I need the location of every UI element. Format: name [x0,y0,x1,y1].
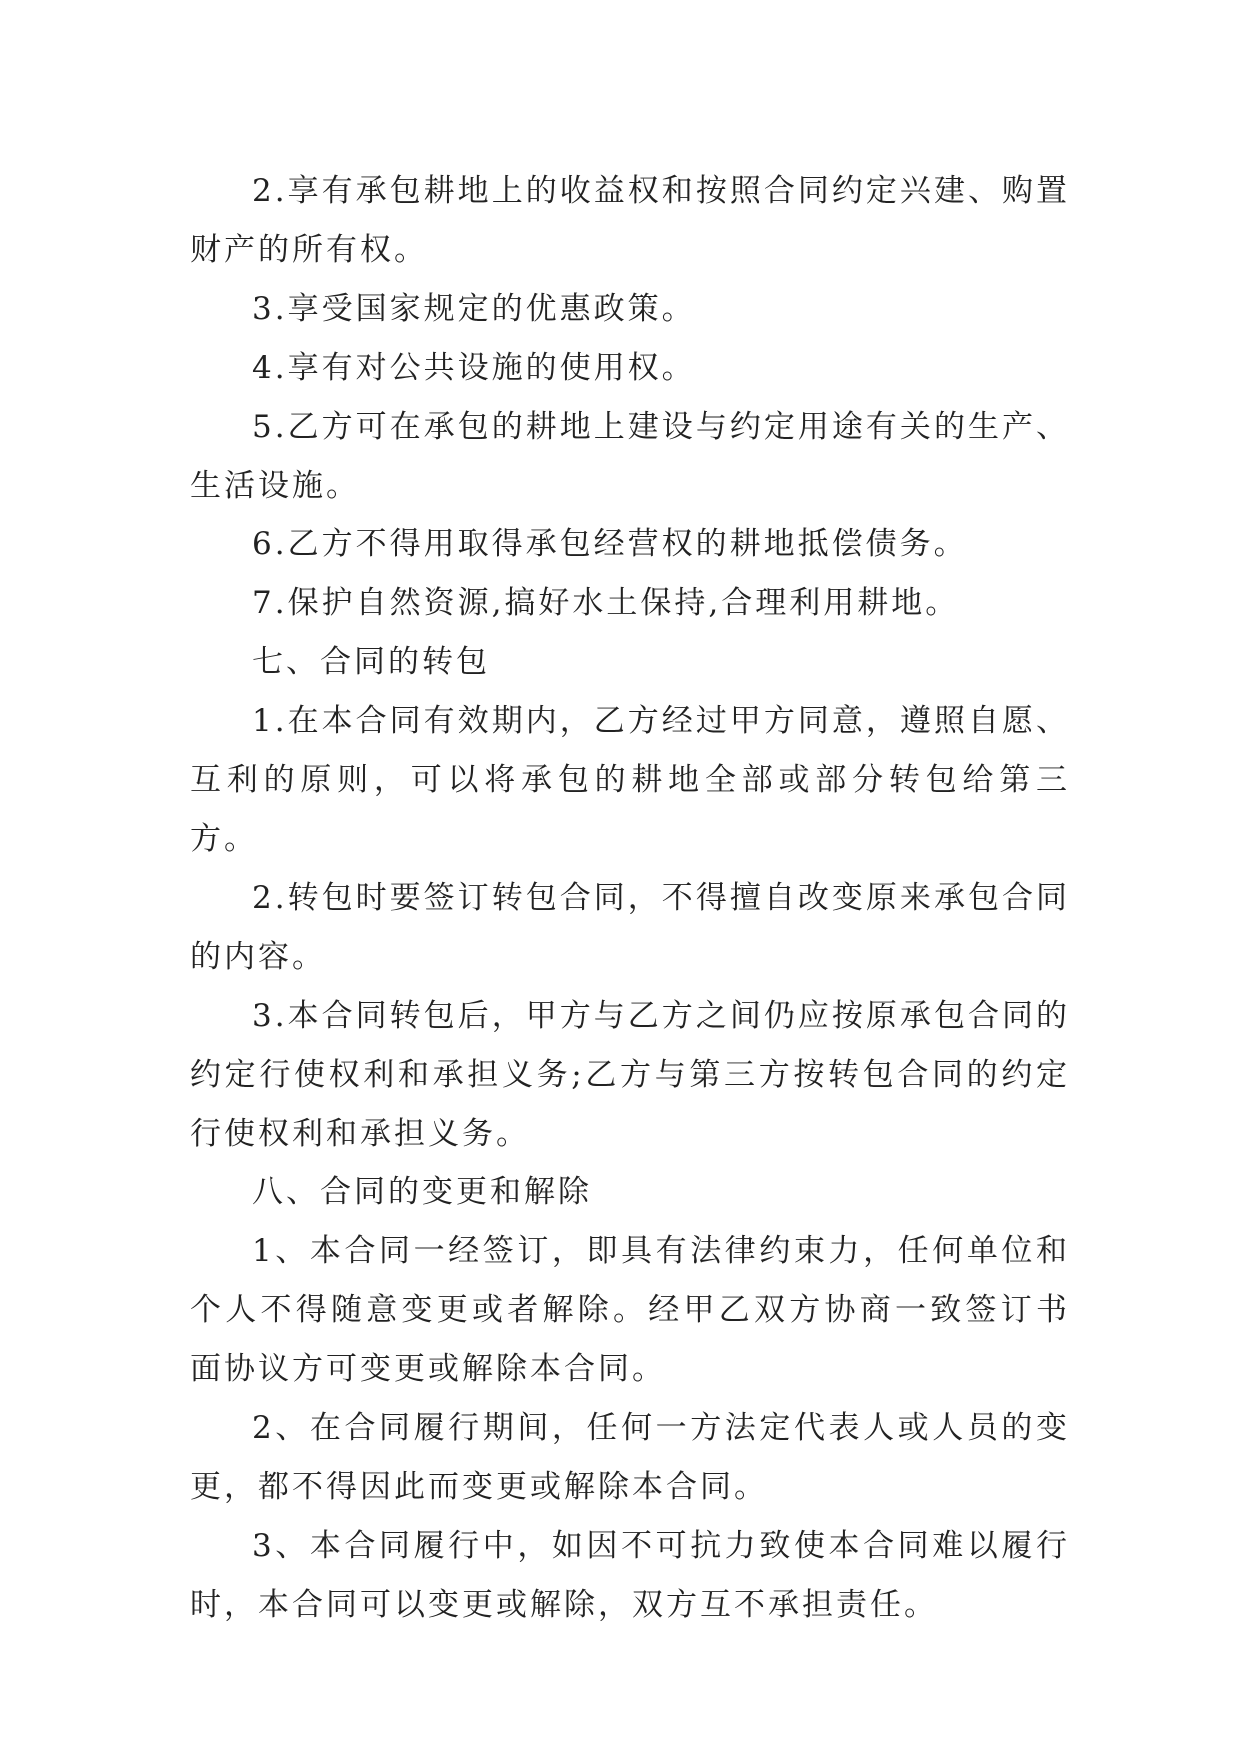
paragraph-right-6: 6.乙方不得用取得承包经营权的耕地抵偿债务。 [252,526,968,563]
paragraph-right-3: 3.享受国家规定的优惠政策。 [252,290,696,327]
paragraph-sublease-3: 3.本合同转包后，甲方与乙方之间仍应按原承包合同的约定行使权利和承担义务;乙方与第三方按转包合同的约定行使权利和承担义务。 [190,997,1070,1152]
paragraph-right-5: 5.乙方可在承包的耕地上建设与约定用途有关的生产、生活设施。 [190,408,1070,504]
section-heading-sublease: 七、合同的转包 [252,644,490,681]
paragraph-modification-1: 1、本合同一经签订，即具有法律约束力，任何单位和个人不得随意变更或者解除。经甲乙双方协商一致签订书面协议方可变更或解除本合同。 [190,1233,1070,1388]
paragraph-sublease-2: 2.转包时要签订转包合同，不得擅自改变原来承包合同的内容。 [190,879,1070,975]
paragraph-right-4: 4.享有对公共设施的使用权。 [252,349,696,386]
paragraph-right-2: 2.享有承包耕地上的收益权和按照合同约定兴建、购置财产的所有权。 [190,173,1070,268]
paragraph-sublease-1: 1.在本合同有效期内，乙方经过甲方同意，遵照自愿、互利的原则，可以将承包的耕地全部或部分转包给第三方。 [190,703,1070,857]
paragraph-modification-2: 2、在合同履行期间，任何一方法定代表人或人员的变更，都不得因此而变更或解除本合同。 [190,1410,1070,1505]
paragraph-modification-3: 3、本合同履行中，如因不可抗力致使本合同难以履行时，本合同可以变更或解除，双方互不承担责任。 [190,1527,1070,1623]
document-body [190,162,1070,1635]
section-heading-modification: 八、合同的变更和解除 [252,1174,592,1211]
paragraph-right-7: 7.保护自然资源,搞好水土保持,合理利用耕地。 [252,585,960,622]
